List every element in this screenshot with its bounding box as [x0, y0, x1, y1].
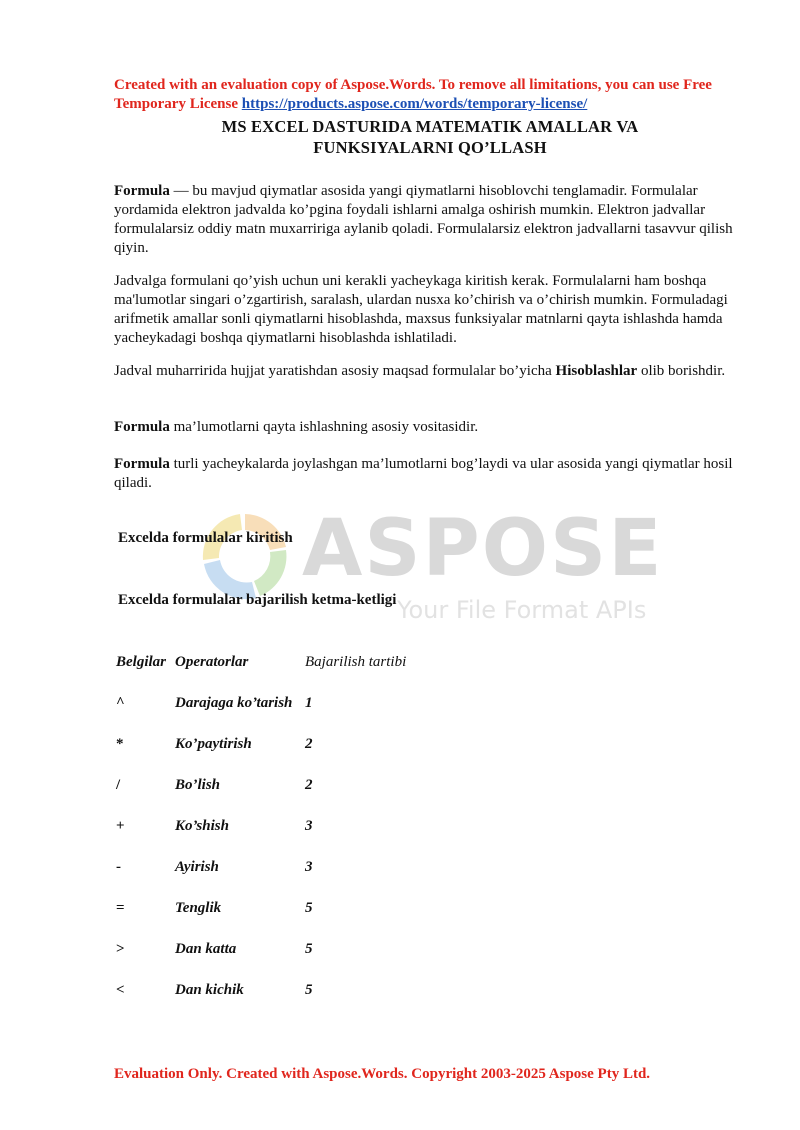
paragraph-formula-links [114, 455, 754, 493]
operator-symbol: > [116, 941, 125, 957]
term-formula: Formula [114, 456, 170, 472]
paragraph-formula-tool [114, 418, 754, 437]
evaluation-notice [114, 76, 754, 114]
aspose-watermark [190, 496, 680, 636]
operator-name: Bo’lish [175, 777, 221, 793]
operator-order: 1 [305, 695, 313, 711]
table-row [116, 857, 456, 877]
paragraph-text: — bu mavjud qiymatlar asosida yangi qiymatlarni hisoblovchi tenglamadir. Formulalar yordamida elektron jadvalda ko’pgina foydali ishlarni amalga oshirish mumkin. Elektron jadvallar formulalarsiz oddiy matn muxarririga aylanib qoladi. Formulalarsiz elektron jadvallarni tasavvur qilish qiyin. [114, 183, 733, 256]
evaluation-footer: Evaluation Only. Created with Aspose.Words. Copyright 2003-2025 Aspose Pty Ltd. [114, 1066, 651, 1082]
operator-name: Dan katta [175, 941, 237, 957]
paragraph-text: Jadvalga formulani qo’yish uchun uni kerakli yacheykaga kiritish kerak. Formulalarni ham boshqa ma'lumotlar singari o’zgartirish, saralash, ulardan nusxa ko’chirish va o’chirish mumkin. Formuladagi arifmetik amallar sonli qiymatlarni hisoblashda, maxsus funksiyalar matnlarni qayta ishlashda hamda yacheykadagi boshqa qiymatlarni hisoblashda ishlatiladi. [114, 273, 728, 346]
operator-order: 2 [305, 777, 313, 793]
header-bajarilish-tartibi: Bajarilish tartibi [305, 654, 407, 670]
table-row [116, 980, 456, 1000]
operator-symbol: = [116, 900, 125, 916]
paragraph-purpose [114, 362, 754, 381]
operator-symbol: < [116, 982, 125, 998]
heading-formula-order: Excelda formulalar bajarilish ketma-ketligi [118, 592, 397, 608]
paragraph-formula-definition [114, 182, 754, 258]
operator-name: Ko’shish [175, 818, 229, 834]
paragraph-text: Jadval muharririda hujjat yaratishdan asosiy maqsad formulalar bo’yicha [114, 363, 556, 379]
watermark-brand: ASPOSE [302, 504, 664, 594]
table-row [116, 734, 456, 754]
operator-order: 5 [305, 900, 313, 916]
operator-table-header [116, 652, 456, 672]
paragraph-formula-entry [114, 272, 754, 348]
paragraph-text: ma’lumotlarni qayta ishlashning asosiy vositasidir. [169, 419, 479, 435]
watermark-tagline: Your File Format APIs [397, 596, 647, 624]
operator-order: 5 [305, 982, 313, 998]
operator-order: 2 [305, 736, 313, 752]
paragraph-text-tail: olib borishdir. [637, 363, 726, 379]
operator-symbol: ^ [116, 695, 125, 711]
table-row [116, 898, 456, 918]
table-row [116, 775, 456, 795]
term-hisoblashlar: Hisoblashlar [555, 363, 638, 379]
term-formula: Formula [114, 183, 170, 199]
term-formula: Formula [114, 419, 170, 435]
operator-name: Ayirish [175, 859, 219, 875]
operator-order: 3 [305, 818, 313, 834]
operator-name: Dan kichik [175, 982, 244, 998]
header-operatorlar: Operatorlar [175, 654, 249, 670]
table-row [116, 816, 456, 836]
table-row [116, 693, 456, 713]
operator-name: Tenglik [175, 900, 222, 916]
temporary-license-link[interactable]: https://products.aspose.com/words/temporary-license/ [241, 96, 588, 112]
paragraph-text: turli yacheykalarda joylashgan ma’lumotlarni bog’laydi va ular asosida yangi qiymatlar hosil qiladi. [114, 456, 733, 491]
table-row [116, 939, 456, 959]
title-line-1: MS EXCEL DASTURIDA MATEMATIK AMALLAR VA [221, 117, 639, 136]
operator-symbol: + [116, 818, 125, 834]
document-title [110, 116, 750, 158]
operator-name: Ko’paytirish [175, 736, 252, 752]
header-belgilar: Belgilar [116, 654, 167, 670]
operator-symbol: / [116, 777, 121, 793]
operator-symbol: * [116, 736, 124, 752]
operator-name: Darajaga ko’tarish [175, 695, 293, 711]
operator-order: 3 [305, 859, 313, 875]
heading-formula-entry: Excelda formulalar kiritish [118, 530, 293, 546]
title-line-2: FUNKSIYALARNI QO’LLASH [313, 138, 547, 157]
operator-symbol: - [116, 859, 121, 875]
evaluation-notice-text: Created with an evaluation copy of Aspose.Words. To remove all limitations, you can use Free Temporary License [114, 77, 712, 112]
operator-order: 5 [305, 941, 313, 957]
